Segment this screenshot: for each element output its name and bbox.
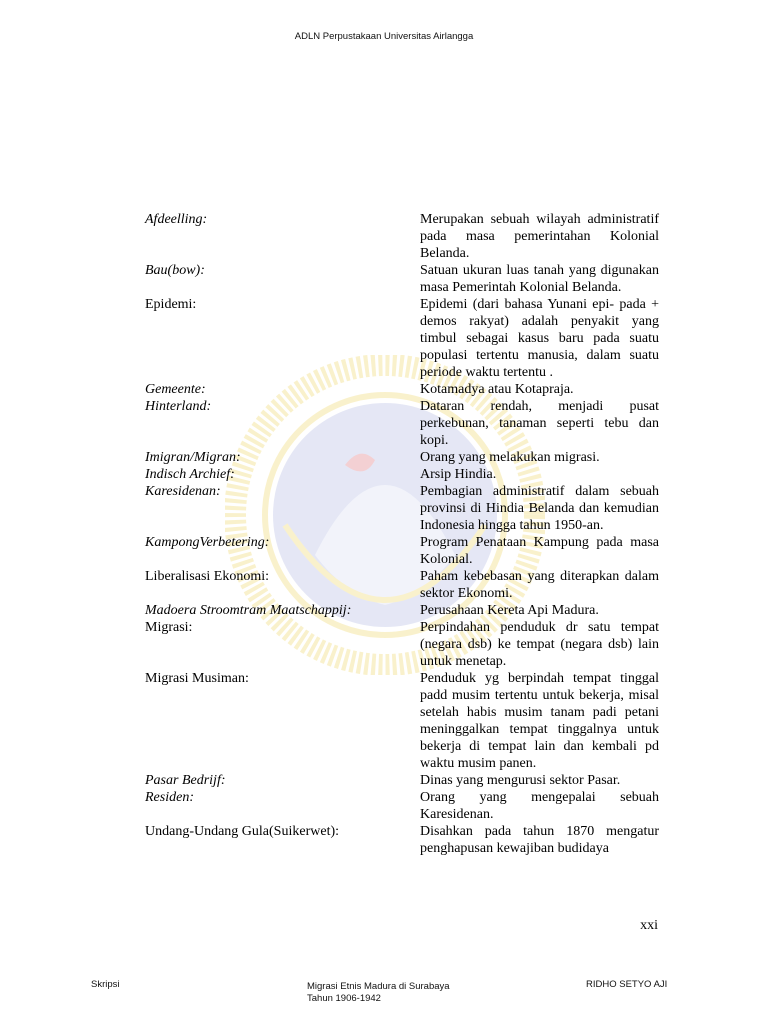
glossary-term: Afdeelling: bbox=[145, 212, 208, 227]
footer-right: RIDHO SETYO AJI bbox=[586, 979, 668, 990]
glossary-term: Epidemi: bbox=[145, 297, 197, 312]
glossary-row bbox=[145, 381, 659, 398]
glossary-term: Hinterland: bbox=[145, 399, 212, 414]
glossary-term: Indisch Archief: bbox=[145, 467, 235, 482]
glossary-row bbox=[145, 449, 659, 466]
footer-left: Skripsi bbox=[91, 979, 120, 990]
glossary-definition: Disahkan pada tahun 1870 mengatur penghapusan kewajiban budidaya bbox=[420, 824, 659, 856]
glossary-row bbox=[145, 534, 659, 568]
glossary-row bbox=[145, 670, 659, 772]
glossary-term: Karesidenan: bbox=[145, 484, 221, 499]
glossary-term: Gemeente: bbox=[145, 382, 206, 397]
glossary-row bbox=[145, 483, 659, 534]
glossary-row bbox=[145, 398, 659, 449]
glossary-definition: Paham kebebasan yang diterapkan dalam sektor Ekonomi. bbox=[420, 569, 659, 601]
glossary-definition: Penduduk yg berpindah tempat tinggal padd musim tertentu untuk bekerja, misal setelah habis musim tanam padi petani meninggalkan tempat tinggalnya untuk bekerja di tempat lain dan kembali pd waktu musim panen. bbox=[420, 671, 659, 771]
glossary-row bbox=[145, 772, 659, 789]
glossary-term: Liberalisasi Ekonomi: bbox=[145, 569, 270, 584]
glossary-row bbox=[145, 568, 659, 602]
glossary-term: Migrasi Musiman: bbox=[145, 671, 249, 686]
glossary-term: Madoera Stroomtram Maatschappij: bbox=[145, 603, 352, 618]
glossary-definition: Satuan ukuran luas tanah yang digunakan masa Pemerintah Kolonial Belanda. bbox=[420, 263, 659, 295]
glossary-row bbox=[145, 602, 659, 619]
glossary-row bbox=[145, 466, 659, 483]
glossary-definition: Kotamadya atau Kotapraja. bbox=[420, 382, 574, 397]
glossary-term: Undang-Undang Gula(Suikerwet): bbox=[145, 824, 340, 839]
glossary-definition: Program Penataan Kampung pada masa Kolonial. bbox=[420, 535, 659, 567]
glossary-definition: Dataran rendah, menjadi pusat perkebunan, tanaman seperti tebu dan kopi. bbox=[420, 399, 659, 448]
page-header: ADLN Perpustakaan Universitas Airlangga bbox=[294, 31, 474, 42]
glossary-row bbox=[145, 211, 659, 262]
glossary-definition: Orang yang melakukan migrasi. bbox=[420, 450, 600, 465]
footer-years: Tahun 1906-1942 bbox=[307, 993, 381, 1004]
glossary-term: Migrasi: bbox=[145, 620, 193, 635]
glossary-term: KampongVerbetering: bbox=[145, 535, 270, 550]
glossary-definition: Perusahaan Kereta Api Madura. bbox=[420, 603, 599, 618]
glossary-row bbox=[145, 296, 659, 381]
footer-center bbox=[307, 981, 450, 1005]
glossary-definition: Merupakan sebuah wilayah administratif pada masa pemerintahan Kolonial Belanda. bbox=[420, 212, 659, 261]
glossary-row bbox=[145, 262, 659, 296]
glossary-list bbox=[145, 211, 659, 857]
glossary-definition: Perpindahan penduduk dr satu tempat (negara dsb) ke tempat (negara dsb) lain untuk menetap. bbox=[420, 620, 659, 669]
glossary-term: Residen: bbox=[145, 790, 194, 805]
glossary-definition: Epidemi (dari bahasa Yunani epi- pada + demos rakyat) adalah penyakit yang timbul sebagai kasus baru pada suatu populasi tertentu manusia, dalam suatu periode waktu tertentu . bbox=[420, 297, 659, 380]
glossary-term: Imigran/Migran: bbox=[145, 450, 241, 465]
glossary-term: Bau(bow): bbox=[145, 263, 205, 278]
glossary-definition: Dinas yang mengurusi sektor Pasar. bbox=[420, 773, 621, 788]
glossary-term: Pasar Bedrijf: bbox=[145, 773, 226, 788]
page-number: xxi bbox=[640, 918, 658, 933]
footer-title: Migrasi Etnis Madura di Surabaya bbox=[307, 981, 450, 992]
glossary-row bbox=[145, 619, 659, 670]
glossary-definition: Orang yang mengepalai sebuah Karesidenan. bbox=[420, 790, 659, 822]
glossary-row bbox=[145, 823, 659, 857]
glossary-row bbox=[145, 789, 659, 823]
glossary-definition: Pembagian administratif dalam sebuah provinsi di Hindia Belanda dan kemudian Indonesia hingga tahun 1950-an. bbox=[420, 484, 659, 533]
glossary-definition: Arsip Hindia. bbox=[420, 467, 497, 482]
